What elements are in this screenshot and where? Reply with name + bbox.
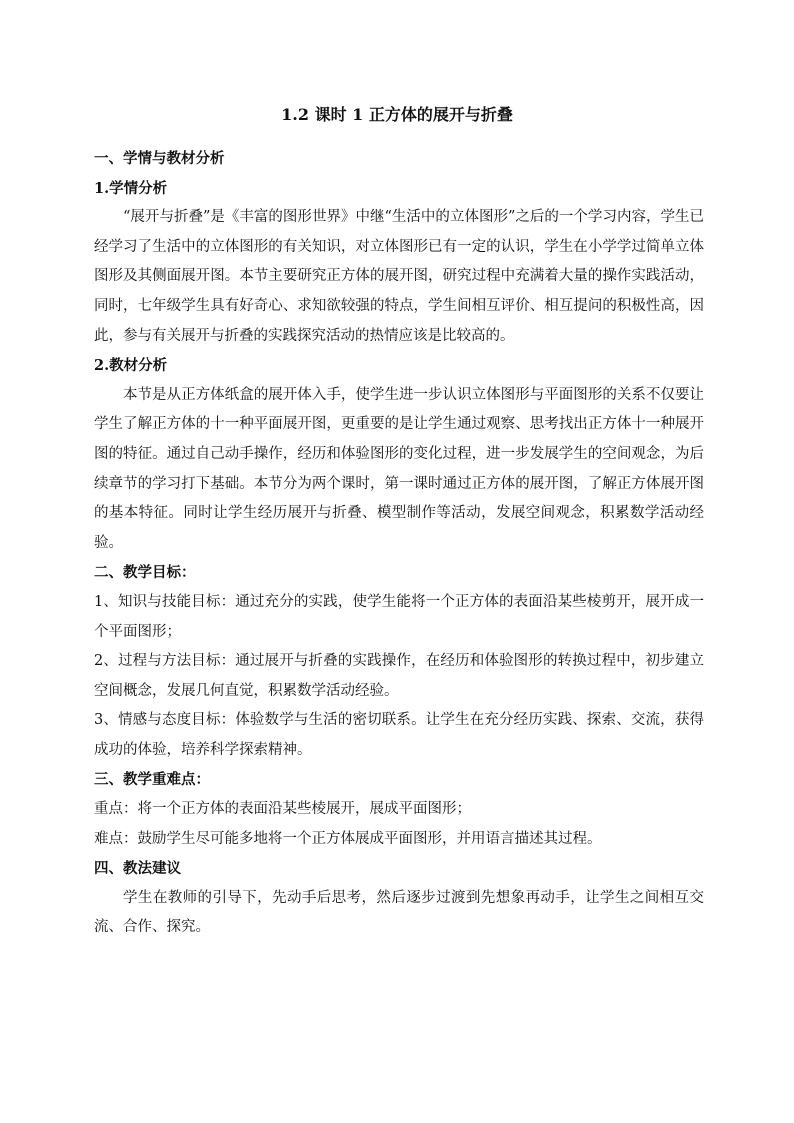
objective-process-methods: 2、过程与方法目标：通过展开与折叠的实践操作，在经历和体验图形的转换过程中，初步建立空间概念，发展几何直觉，积累数学活动经验。 xyxy=(94,653,704,699)
document-title: 1.2 课时 1 正方体的展开与折叠 xyxy=(281,105,513,124)
section-heading-teaching-suggestions: 四、教法建议 xyxy=(94,860,181,878)
document-body xyxy=(94,144,704,943)
section-heading-objectives: 二、教学目标： xyxy=(94,564,196,582)
subsection-heading-student-analysis: 1.学情分析 xyxy=(94,179,168,197)
objective-emotion-attitude: 3、情感与态度目标：体验数学与生活的密切联系。让学生在充分经历实践、探索、交流，获得成功的体验，培养科学探索精神。 xyxy=(94,712,704,758)
paragraph-textbook-analysis: 本节是从正方体纸盒的展开体入手，使学生进一步认识立体图形与平面图形的关系不仅要让学生了解正方体的十一种平面展开图，更重要的是让学生通过观察、思考找出正方体十一种展开图的特征。通过自己动手操作，经历和体验图形的变化过程，进一步发展学生的空间观念，为后续章节的学习打下基础。本节分为两个课时，第一课时通过正方体的展开图，了解正方体展开图的基本特征。同时让学生经历展开与折叠、模型制作等活动，发展空间观念，积累数学活动经验。 xyxy=(94,386,704,551)
difficult-point: 难点：鼓励学生尽可能多地将一个正方体展成平面图形，并用语言描述其过程。 xyxy=(94,830,602,847)
subsection-heading-textbook-analysis: 2.教材分析 xyxy=(94,357,168,375)
paragraph-student-analysis: “展开与折叠”是《丰富的图形世界》中继“生活中的立体图形”之后的一个学习内容，学生已经学习了生活中的立体图形的有关知识，对立体图形已有一定的认识，学生在小学学过简单立体图形及其侧面展开图。本节主要研究正方体的展开图，研究过程中充满着大量的操作实践活动，同时，七年级学生具有好奇心、求知欲较强的特点，学生间相互评价、相互提问的积极性高，因此，参与有关展开与折叠的实践探究活动的热情应该是比较高的。 xyxy=(94,209,704,344)
section-heading-analysis: 一、学情与教材分析 xyxy=(94,150,225,167)
objective-knowledge-skills: 1、知识与技能目标：通过充分的实践，使学生能将一个正方体的表面沿某些棱剪开，展开成一个平面图形； xyxy=(94,593,704,640)
key-point: 重点：将一个正方体的表面沿某些棱展开，展成平面图形； xyxy=(94,801,471,818)
section-heading-key-difficult-points: 三、教学重难点： xyxy=(94,771,210,789)
paragraph-teaching-suggestions: 学生在教师的引导下，先动手后思考，然后逐步过渡到先想象再动手，让学生之间相互交流、合作、探究。 xyxy=(94,889,704,936)
